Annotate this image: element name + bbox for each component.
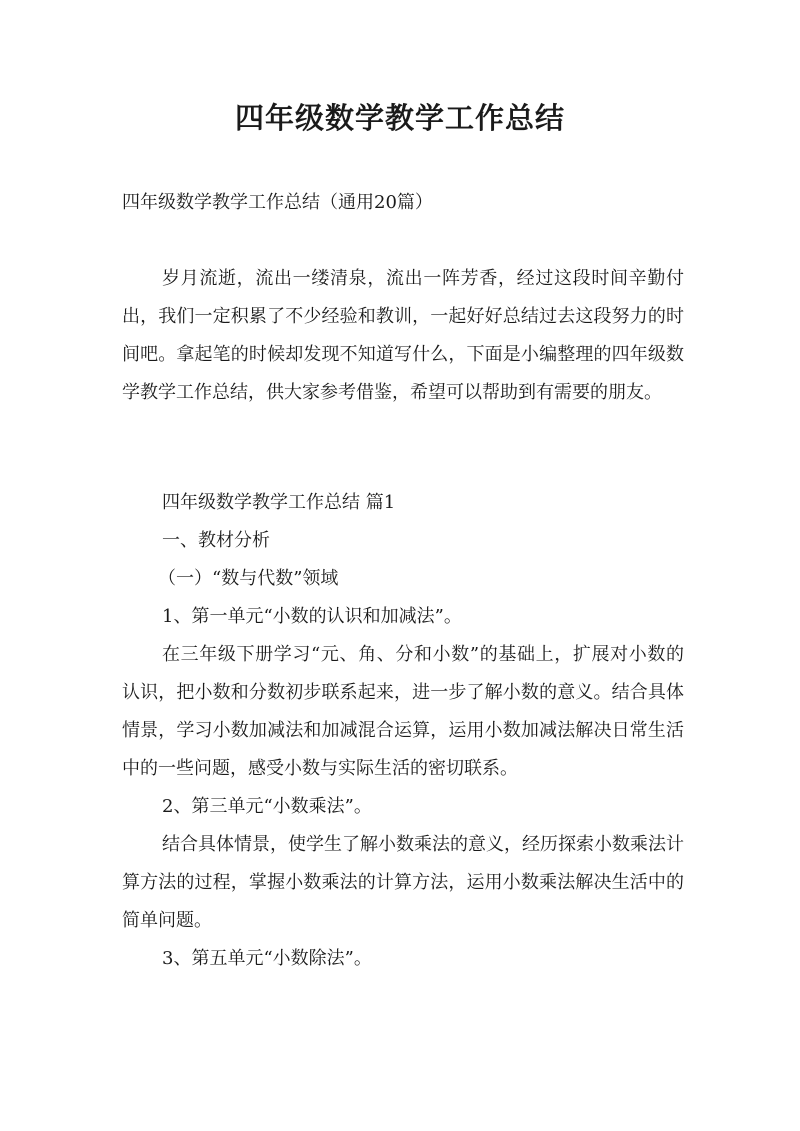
section-heading: 四年级数学教学工作总结 篇1 [162, 492, 396, 513]
unit5-heading: 3、第五单元“小数除法”。 [162, 948, 372, 969]
unit3-paragraph: 结合具体情景，使学生了解小数乘法的意义，经历探索小数乘法计算方法的过程，掌握小数乘法的计算方法，运用小数乘法解决生活中的简单问题。 [122, 834, 684, 931]
unit1-paragraph: 在三年级下册学习“元、角、分和小数”的基础上，扩展对小数的认识，把小数和分数初步联系起来，进一步了解小数的意义。结合具体情景，学习小数加减法和加减混合运算，运用小数加减法解决日常生活中的一些问题，感受小数与实际生活的密切联系。 [122, 644, 684, 779]
intro-paragraph: 岁月流逝，流出一缕清泉，流出一阵芳香，经过这段时间辛勤付出，我们一定积累了不少经验和教训，一起好好总结过去这段努力的时间吧。拿起笔的时候却发现不知道写什么，下面是小编整理的四年级数学教学工作总结，供大家参考借鉴，希望可以帮助到有需要的朋友。 [122, 268, 684, 403]
part-heading: 一、教材分析 [162, 530, 270, 551]
unit3-heading: 2、第三单元“小数乘法”。 [162, 796, 372, 817]
document-body [122, 484, 684, 978]
document-title: 四年级数学教学工作总结 [234, 101, 565, 135]
document-subtitle: 四年级数学教学工作总结（通用20篇） [122, 192, 433, 213]
unit1-heading: 1、第一单元“小数的认识和加减法”。 [162, 606, 462, 627]
domain-heading: （一）“数与代数”领域 [158, 568, 339, 589]
